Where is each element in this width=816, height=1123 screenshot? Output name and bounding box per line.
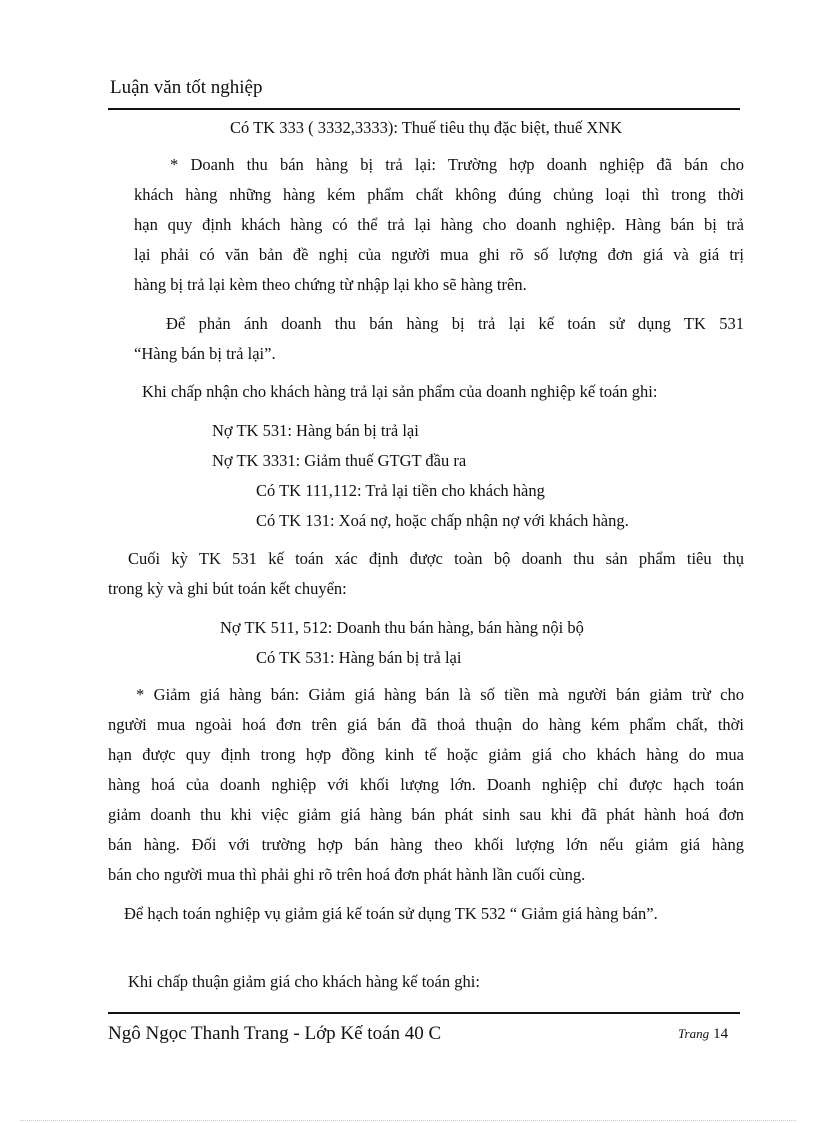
entry-co-tk531: Có TK 531: Hàng bán bị trả lại <box>256 648 462 667</box>
para-hang-ban-tra-lai-5: hàng bị trả lại kèm theo chứng từ nhập lại kho sẽ hàng trên. <box>134 275 527 294</box>
line-co-tk333: Có TK 333 ( 3332,3333): Thuế tiêu thụ đặc biệt, thuế XNK <box>230 118 623 137</box>
page-label: Trang <box>678 1026 710 1041</box>
para-giam-gia-6: bán hàng. Đối với trường hợp bán hàng theo khối lượng lớn nếu giảm giá hàng <box>108 835 744 854</box>
para-hang-ban-tra-lai-3: hạn quy định khách hàng có thể trả lại hàng cho doanh nghiệp. Hàng bán bị trả <box>134 215 744 234</box>
para-phan-anh-1: Để phản ánh doanh thu bán hàng bị trả lại kế toán sử dụng TK 531 <box>166 314 744 333</box>
page-number: 14 <box>713 1026 729 1042</box>
header-rule <box>108 108 740 110</box>
entry-co-tk131: Có TK 131: Xoá nợ, hoặc chấp nhận nợ với khách hàng. <box>256 511 629 530</box>
line-de-hach-toan: Để hạch toán nghiệp vụ giảm giá kế toán sử dụng TK 532 “ Giảm giá hàng bán”. <box>124 904 658 923</box>
para-giam-gia-4: hàng hoá của doanh nghiệp với khối lượng lớn. Doanh nghiệp chỉ được hạch toán <box>108 775 744 794</box>
para-cuoi-ky-1: Cuối kỳ TK 531 kế toán xác định được toàn bộ doanh thu sản phẩm tiêu thụ <box>128 549 744 568</box>
bottom-dotted-border <box>20 1120 796 1121</box>
para-cuoi-ky-2: trong kỳ và ghi bút toán kết chuyển: <box>108 579 347 598</box>
para-giam-gia-7: bán cho người mua thì phải ghi rõ trên hoá đơn phát hành lần cuối cùng. <box>108 865 586 884</box>
page-header-title: Luận văn tốt nghiệp <box>110 77 263 98</box>
para-giam-gia-5: giảm doanh thu khi việc giảm giá hàng bán phát sinh sau khi đã phát hành hoá đơn <box>108 805 744 824</box>
line-khi-chap-nhan: Khi chấp nhận cho khách hàng trả lại sản phẩm của doanh nghiệp kế toán ghi: <box>142 382 658 401</box>
entry-no-tk511: Nợ TK 511, 512: Doanh thu bán hàng, bán hàng nội bộ <box>220 618 584 637</box>
para-hang-ban-tra-lai-2: khách hàng những hàng kém phẩm chất không đúng chủng loại thì trong thời <box>134 185 744 204</box>
para-giam-gia-2: người mua ngoài hoá đơn trên giá bán đã thoả thuận do hàng kém phẩm chất, thời <box>108 715 744 734</box>
para-hang-ban-tra-lai-4: lại phải có văn bản đề nghị của người mua ghi rõ số lượng đơn giá và giá trị <box>134 245 744 264</box>
footer-author: Ngô Ngọc Thanh Trang - Lớp Kế toán 40 C <box>108 1023 442 1044</box>
para-phan-anh-2: “Hàng bán bị trả lại”. <box>134 344 276 363</box>
para-giam-gia-1: * Giảm giá hàng bán: Giảm giá hàng bán là số tiền mà người bán giảm trừ cho <box>136 685 744 704</box>
para-giam-gia-3: hạn được quy định trong hợp đồng kinh tế hoặc giảm giá cho khách hàng do mua <box>108 745 744 764</box>
entry-no-tk3331: Nợ TK 3331: Giảm thuế GTGT đầu ra <box>212 451 467 470</box>
footer-page <box>678 1026 728 1043</box>
entry-no-tk531: Nợ TK 531: Hàng bán bị trả lại <box>212 421 419 440</box>
footer-rule <box>108 1012 740 1014</box>
para-hang-ban-tra-lai-1: * Doanh thu bán hàng bị trả lại: Trường hợp doanh nghiệp đã bán cho <box>170 155 744 174</box>
line-khi-chap-thuan: Khi chấp thuận giảm giá cho khách hàng kế toán ghi: <box>128 972 480 991</box>
entry-co-tk111: Có TK 111,112: Trả lại tiền cho khách hàng <box>256 481 545 500</box>
